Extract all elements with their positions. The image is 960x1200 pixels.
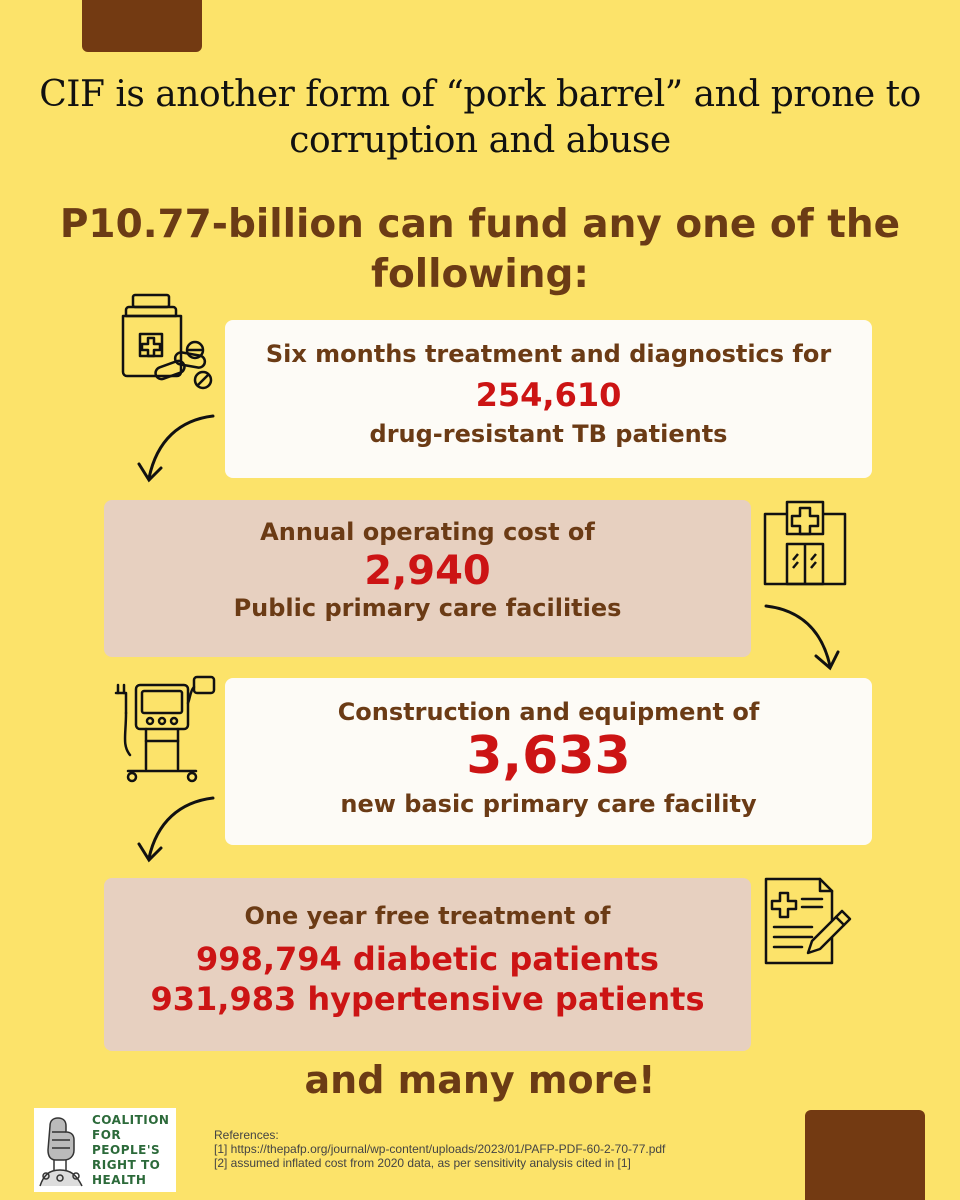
title-line-1: CIF is another form of “pork barrel” and prone to	[39, 74, 921, 115]
card-lead: Six months treatment and diagnostics for	[265, 340, 832, 368]
references-heading: References:	[214, 1128, 279, 1142]
card-operating-cost	[104, 500, 751, 657]
arrow-down-left-icon	[135, 410, 220, 490]
closing-text: and many more!	[304, 1058, 656, 1102]
arrow-down-left-icon	[135, 792, 220, 870]
card-lead: One year free treatment of	[244, 902, 611, 930]
headline	[20, 200, 940, 300]
logo-line: FOR	[92, 1128, 122, 1142]
hospital-building-icon	[760, 498, 850, 588]
logo-line: HEALTH	[92, 1173, 147, 1187]
card-lead: Annual operating cost of	[260, 518, 595, 546]
reference-item-1: [1] https://thepafp.org/journal/wp-content/uploads/2023/01/PAFP-PDF-60-2-70-77.pdf	[214, 1142, 666, 1156]
reference-item-2: [2] assumed inflated cost from 2020 data, as per sensitivity analysis cited in [1]	[214, 1156, 631, 1170]
medical-form-icon	[762, 875, 857, 970]
card-free-treatment	[104, 878, 751, 1051]
logo-line: PEOPLE'S	[92, 1143, 161, 1157]
card-figure: 254,610	[475, 376, 622, 414]
card-lead: Construction and equipment of	[337, 698, 760, 726]
arrow-down-right-icon	[760, 600, 845, 675]
medicine-bottle-icon	[115, 292, 220, 392]
card-figure-diabetic: 998,794 diabetic patients	[196, 940, 659, 978]
dialysis-machine-icon	[108, 675, 218, 785]
card-tail: new basic primary care facility	[340, 790, 757, 818]
headline-line-1: P10.77-billion can fund any one of the	[59, 202, 901, 247]
card-tail: Public primary care facilities	[233, 594, 622, 622]
headline-line-2: following:	[371, 252, 589, 297]
decorative-tab-top	[82, 0, 202, 52]
logo-line: COALITION	[92, 1113, 170, 1127]
logo-text	[92, 1113, 176, 1188]
title-line-2: corruption and abuse	[289, 120, 671, 161]
card-figure-hypertensive: 931,983 hypertensive patients	[150, 980, 705, 1018]
card-tb-treatment	[225, 320, 872, 478]
page-title	[20, 72, 940, 164]
decorative-tab-bottom	[805, 1110, 925, 1200]
coalition-logo	[34, 1108, 176, 1192]
card-tail: drug-resistant TB patients	[369, 420, 728, 448]
card-construction	[225, 678, 872, 845]
logo-line: RIGHT TO	[92, 1158, 161, 1172]
card-figure: 2,940	[364, 548, 491, 594]
card-figure: 3,633	[466, 726, 631, 786]
raised-fist-logo-icon	[36, 1112, 88, 1190]
references	[214, 1128, 794, 1170]
